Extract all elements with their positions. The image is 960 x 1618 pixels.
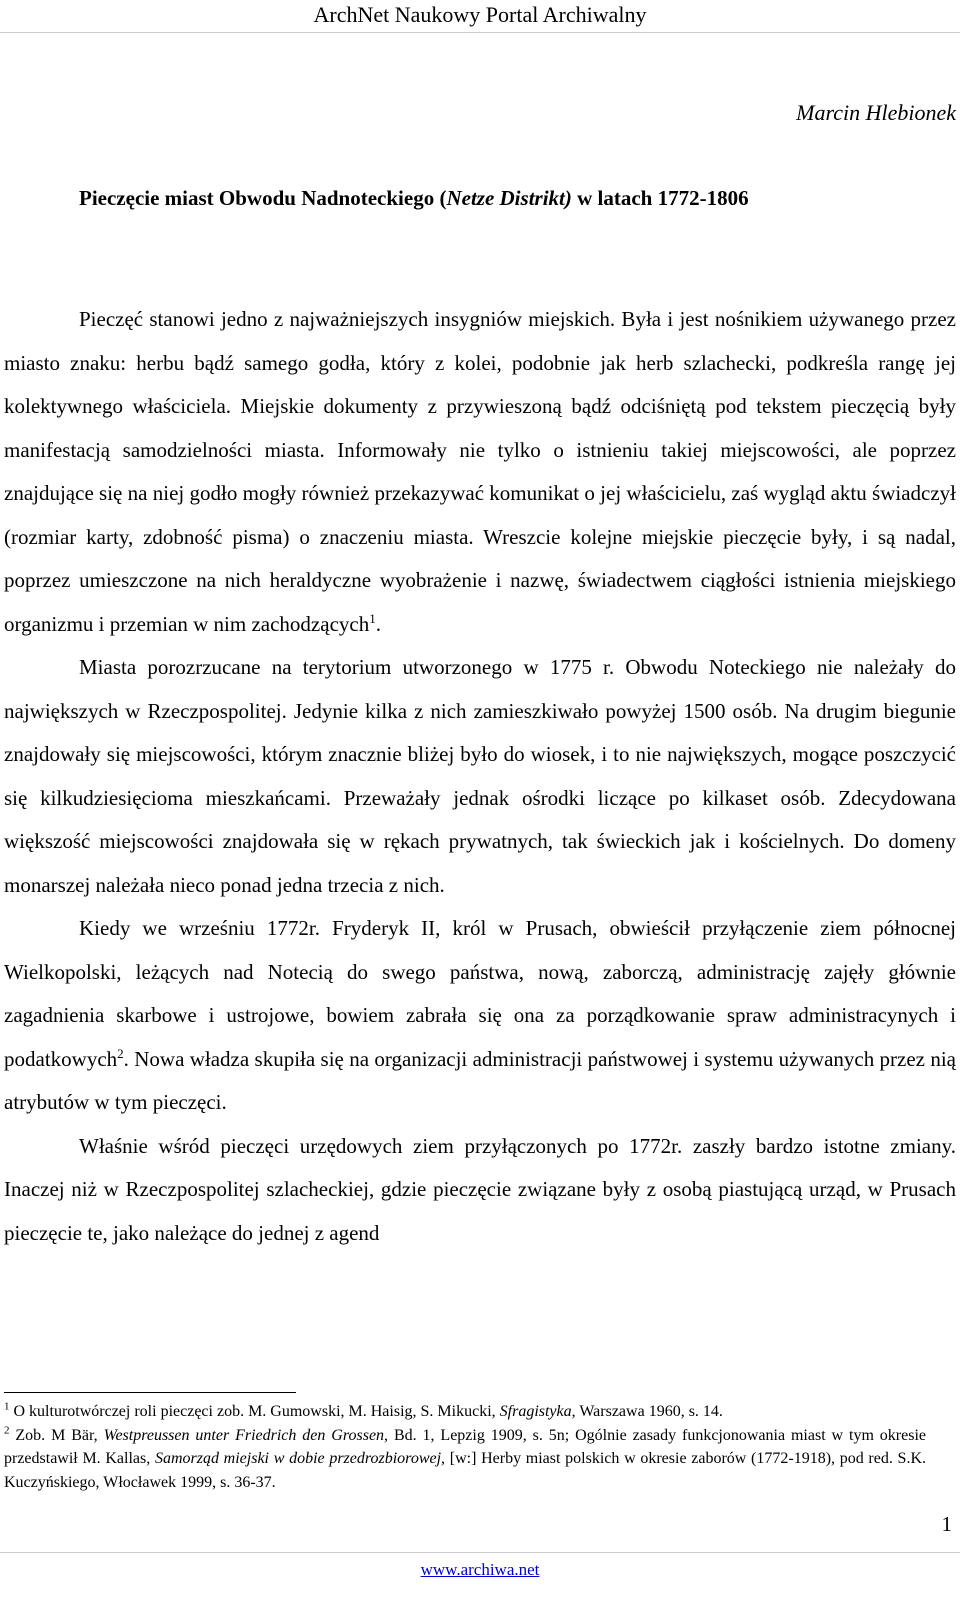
paragraph-3-text-b: . Nowa władza skupiła się na organizacji administracji państwowej i systemu używanych przez nią atrybutów w tym pieczęci. [4,1046,956,1114]
article-body [4,298,956,1255]
article-title [79,186,749,211]
footnote-separator [4,1392,296,1393]
page-number: 1 [941,1512,952,1536]
paragraph-1-end: . [375,611,381,636]
footnote-2 [4,1424,926,1495]
paragraph-4: Właśnie wśród pieczęci urzędowych ziem przyłączonych po 1772r. zaszły bardzo istotne zmiany. Inaczej niż w Rzeczpospolitej szlacheckiej, gdzie pieczęcie związane były z osobą piastującą urząd, w Prusach pieczęcie te, jako należące do jednej z agend [4,1133,956,1245]
paragraph-1-text: Pieczęć stanowi jedno z najważniejszych insygniów miejskich. Była i jest nośnikiem używanego przez miasto znaku: herbu bądź samego godła, który z kolei, podobnie jak herb szlachecki, podkreśla rangę jej kolektywnego właściciela. Miejskie dokumenty z przywieszoną bądź odciśniętą pod tekstem pieczęcią były manifestacją samodzielności miasta. Informowały nie tylko o istnieniu takiej miejscowości, ale poprzez znajdujące się na niej godło mogły również przekazywać komunikat o jej właścicielu, zaś wygląd aktu świadczył (rozmiar karty, zdobność pisma) o znaczeniu miasta. Wreszcie kolejne miejskie pieczęcie były, i są nadal, poprzez umieszczone na nich heraldyczne wyobrażenie i nazwę, świadectwem ciągłości istnienia miejskiego organizmu i przemian w nim zachodzących [4,307,956,636]
title-italic: Netze Distrikt) [446,186,572,210]
page-header [0,0,960,30]
footnote-2-text-b: , Bd. 1, Lepzig 1909, s. 5n; Ogólnie zasady funkcjonowania miast w tym okresie przedstawił M. Kallas, [4,1426,927,1467]
header-title: ArchNet Naukowy Portal Archiwalny [313,2,647,27]
header-divider [0,32,960,33]
paragraph-3 [4,907,956,1125]
footnote-1-number: 1 [4,1400,10,1413]
paragraph-2: Miasta porozrzucane na terytorium utworzonego w 1775 r. Obwodu Noteckiego nie należały do największych w Rzeczpospolitej. Jedynie kilka z nich zamieszkiwało powyżej 1500 osób. Na drugim biegunie znajdowały się miejscowości, którym znacznie bliżej było do wiosek, i to nie największych, mogące poszczycić się kilkudziesięcioma mieszkańcami. Przeważały jednak ośrodki liczące po kilkaset osób. Zdecydowana większość miejscowości znajdowała się w rękach prywatnych, tak świeckich jak i kościelnych. Do domeny monarszej należała nieco ponad jedna trzecia z nich. [4,655,956,897]
footnote-1-text-b: , Warszawa 1960, s. 14. [571,1403,723,1420]
author-name: Marcin Hlebionek [796,100,956,125]
title-before: Pieczęcie miast Obwodu Nadnoteckiego ( [79,186,447,210]
page-footer [0,1560,960,1580]
footer-link[interactable]: www.archiwa.net [420,1560,540,1579]
paragraph-1 [4,298,956,646]
footnote-2-text-a: Zob. M Bär, [9,1426,104,1444]
footer-divider [0,1552,960,1553]
footnote-2-number: 2 [4,1424,10,1437]
footnote-1 [4,1400,926,1424]
footnote-2-italic-1: Westpreussen unter Friedrich den Grossen [103,1426,385,1444]
footnote-2-italic-2: Samorząd miejski w dobie przedrozbiorowej [154,1450,442,1467]
footnote-1-text-a: O kulturotwórczej roli pieczęci zob. M. Gumowski, M. Haisig, S. Mikucki, [9,1403,500,1420]
title-after: w latach 1772-1806 [571,186,749,210]
footnote-2-text-c: , [w:] Herby miast polskich w okresie zaborów (1772-1918), pod red. S.K. Kuczyńskiego, Włocławek 1999, s. 36-37. [4,1450,927,1491]
paragraph-3-text-a: Kiedy we wrześniu 1772r. Fryderyk II, król w Prusach, obwieścił przyłączenie ziem północnej Wielkopolski, leżących nad Notecią do swego państwa, nową, zaborczą, administrację zajęły głównie zagadnienia skarbowe i ustrojowe, bowiem zabrała się ona za porządkowanie spraw administracynych i podatkowych [4,916,956,1071]
footnote-1-italic: Sfragistyka [499,1403,572,1420]
footnote-ref-1[interactable]: 1 [369,610,376,626]
footnote-ref-2[interactable]: 2 [117,1045,124,1061]
footnotes [4,1400,926,1494]
